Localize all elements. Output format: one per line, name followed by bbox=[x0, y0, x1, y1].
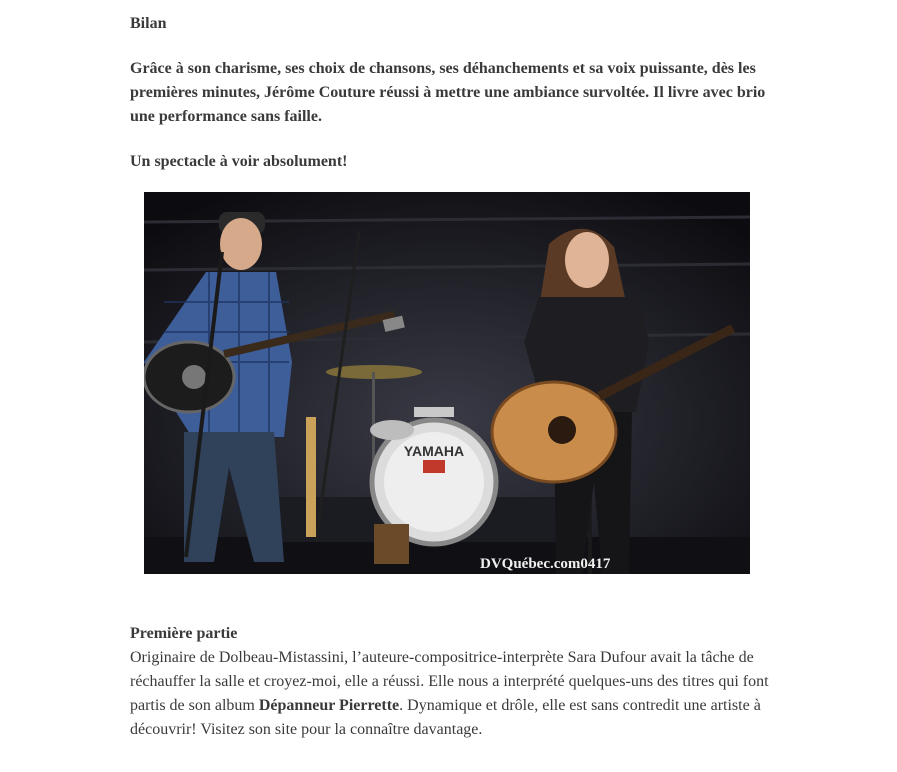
paragraph-text-end: . Dynamique et drôle, elle est sans contredit une artiste à découvrir! Visitez son site pour la connaître davantage. bbox=[130, 697, 761, 738]
concert-photo bbox=[144, 192, 750, 574]
verdict-text: Un spectacle à voir absolument! bbox=[130, 153, 348, 170]
paragraph-text-start: Originaire de Dolbeau-Mistassini, l’auteure-compositrice-interprète Sara Dufour avait la tâche de réchauffer la salle et croyez-moi, elle a réussi. Elle nous a interprété quelques-uns des titres qui font partis de son album bbox=[130, 649, 769, 714]
section-heading-premiere-partie: Première partie bbox=[130, 625, 238, 642]
premiere-partie-paragraph bbox=[130, 646, 770, 742]
summary-paragraph: Grâce à son charisme, ses choix de chansons, ses déhanchements et sa voix puissante, dès les premières minutes, Jérôme Couture réussi à mettre une ambiance survoltée. Il livre avec brio une performance sans faille. bbox=[130, 60, 766, 125]
album-title: Dépanneur Pierrette bbox=[258, 697, 400, 714]
photo-watermark: DVQuébec.com0417 bbox=[480, 556, 611, 572]
drum-brand-text: YAMAHA bbox=[403, 443, 465, 459]
section-heading-bilan: Bilan bbox=[130, 15, 167, 32]
